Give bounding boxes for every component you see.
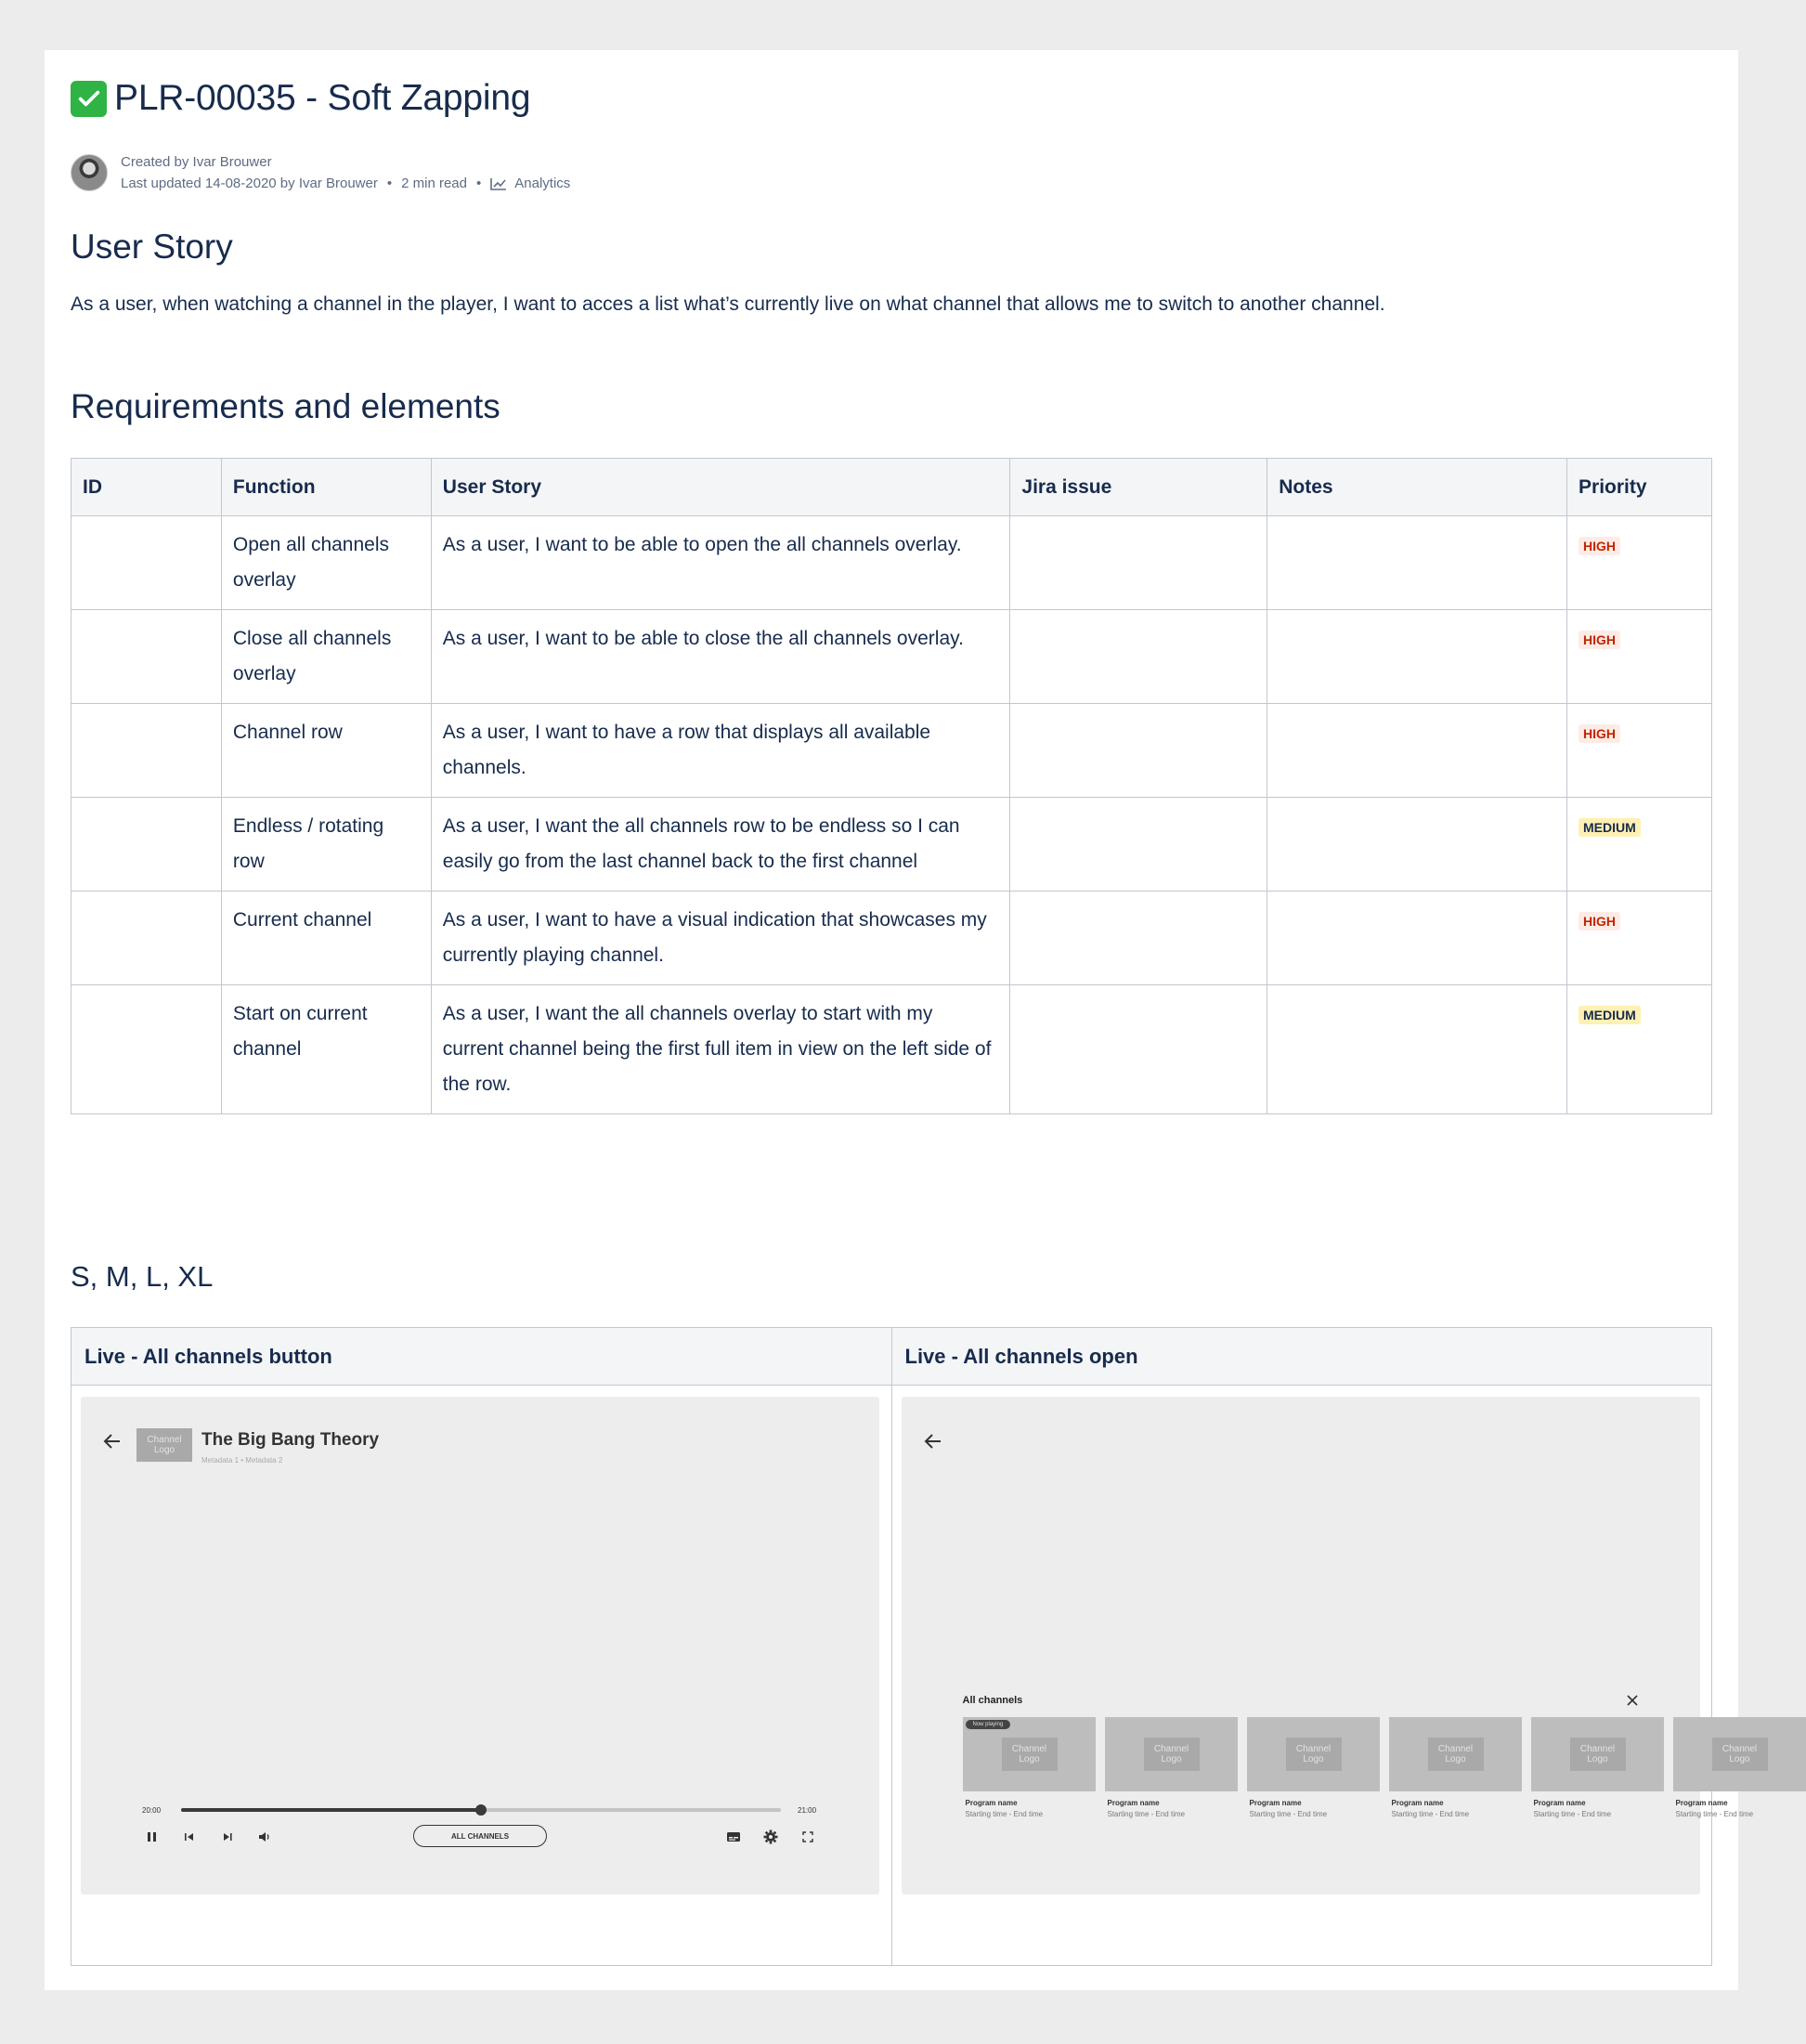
notes-cell — [1267, 610, 1567, 704]
notes-cell — [1267, 798, 1567, 892]
channel-logo: Channel Logo — [1428, 1738, 1484, 1771]
table-row — [71, 1386, 1712, 1966]
story-cell: As a user, I want to be able to open the all channels overlay. — [431, 516, 1010, 610]
function-cell: Close all channels overlay — [221, 610, 431, 704]
updated-author-link[interactable]: Ivar Brouwer — [298, 176, 378, 191]
program-name: Program name — [1391, 1799, 1444, 1807]
tile-thumbnail — [1531, 1717, 1664, 1791]
end-time: 21:00 — [798, 1806, 817, 1815]
program-name: Program name — [1249, 1799, 1302, 1807]
back-arrow-icon[interactable] — [101, 1430, 123, 1452]
jira-cell — [1010, 516, 1267, 610]
column-header[interactable]: ID — [71, 459, 222, 516]
jira-cell — [1010, 704, 1267, 798]
back-arrow-icon[interactable] — [922, 1430, 944, 1452]
program-time: Starting time - End time — [1391, 1810, 1470, 1818]
priority-cell — [1567, 892, 1712, 985]
story-cell: As a user, I want the all channels row to be endless so I can easily go from the last channel back to the first channel — [431, 798, 1010, 892]
page-title: PLR-00035 - Soft Zapping — [114, 78, 531, 118]
id-cell — [71, 704, 222, 798]
program-time: Starting time - End time — [1249, 1810, 1328, 1818]
tile-thumbnail — [1673, 1717, 1806, 1791]
channel-tile[interactable] — [963, 1717, 1096, 1818]
jira-cell — [1010, 610, 1267, 704]
table-row — [71, 892, 1712, 985]
id-cell — [71, 985, 222, 1114]
last-updated: Last updated 14-08-2020 by — [121, 176, 295, 191]
start-time: 20:00 — [142, 1806, 162, 1815]
all-channels-title: All channels — [962, 1695, 1023, 1706]
fullscreen-icon[interactable] — [799, 1829, 816, 1845]
column-header[interactable]: Notes — [1267, 459, 1567, 516]
all-channels-mockup — [902, 1397, 1758, 1894]
channel-logo: Channel Logo — [136, 1428, 192, 1462]
id-cell — [71, 516, 222, 610]
priority-cell — [1567, 798, 1712, 892]
priority-badge: HIGH — [1579, 912, 1620, 931]
requirements-table — [71, 458, 1712, 1114]
table-row — [71, 610, 1712, 704]
jira-cell — [1010, 892, 1267, 985]
sizes-heading: S, M, L, XL — [71, 1260, 214, 1293]
separator-dot: • — [386, 176, 393, 191]
channel-tile[interactable] — [1389, 1717, 1522, 1818]
channel-tile[interactable] — [1673, 1717, 1806, 1818]
function-cell: Channel row — [221, 704, 431, 798]
notes-cell — [1267, 985, 1567, 1114]
now-playing-badge: Now playing — [966, 1720, 1011, 1729]
tile-thumbnail — [1389, 1717, 1522, 1791]
priority-cell — [1567, 985, 1712, 1114]
notes-cell — [1267, 704, 1567, 798]
function-cell: Open all channels overlay — [221, 516, 431, 610]
jira-cell — [1010, 798, 1267, 892]
scrub-handle[interactable] — [475, 1804, 487, 1816]
channel-logo: Channel Logo — [1144, 1738, 1200, 1771]
volume-icon[interactable] — [256, 1829, 273, 1845]
channel-tile[interactable] — [1531, 1717, 1664, 1818]
confluence-page — [45, 50, 1758, 1990]
program-name: Program name — [1675, 1799, 1728, 1807]
player-mockup — [81, 1397, 879, 1894]
program-time: Starting time - End time — [1107, 1810, 1186, 1818]
created-by: Created by Ivar Brouwer — [121, 154, 272, 170]
progress-fill — [181, 1808, 481, 1812]
author-avatar[interactable] — [71, 154, 108, 191]
column-header[interactable]: Live - All channels open — [891, 1328, 1712, 1386]
tile-thumbnail — [1247, 1717, 1380, 1791]
settings-gear-icon[interactable] — [762, 1829, 779, 1845]
id-cell — [71, 610, 222, 704]
close-icon[interactable] — [1624, 1692, 1641, 1709]
user-story-text: As a user, when watching a channel in the player, I want to acces a list what’s currently live on what channel that allows me to switch to another channel. — [71, 293, 1385, 315]
story-cell: As a user, I want the all channels overlay to start with my current channel being the first full item in view on the left side of the row. — [431, 985, 1010, 1114]
program-time: Starting time - End time — [1675, 1810, 1754, 1818]
show-metadata: Metadata 1 • Metadata 2 — [201, 1456, 283, 1465]
column-header[interactable]: User Story — [431, 459, 1010, 516]
table-header-row — [71, 459, 1712, 516]
byline — [71, 151, 570, 194]
column-header[interactable]: Live - All channels button — [71, 1328, 892, 1386]
channel-tile[interactable] — [1247, 1717, 1380, 1818]
separator-dot: • — [476, 176, 482, 191]
channel-logo: Channel Logo — [1002, 1738, 1058, 1771]
skip-forward-icon[interactable] — [219, 1829, 236, 1845]
column-header[interactable]: Function — [221, 459, 431, 516]
function-cell: Start on current channel — [221, 985, 431, 1114]
channel-tile[interactable] — [1105, 1717, 1238, 1818]
function-cell: Current channel — [221, 892, 431, 985]
story-cell: As a user, I want to have a row that displays all available channels. — [431, 704, 1010, 798]
check-mark-icon — [71, 81, 107, 117]
table-row — [71, 516, 1712, 610]
pause-icon[interactable] — [144, 1829, 161, 1845]
priority-cell — [1567, 704, 1712, 798]
user-story-heading: User Story — [71, 228, 233, 266]
channel-logo: Channel Logo — [1712, 1738, 1768, 1771]
program-name: Program name — [1533, 1799, 1586, 1807]
show-title: The Big Bang Theory — [201, 1430, 380, 1450]
priority-badge: MEDIUM — [1579, 818, 1641, 837]
all-channels-button[interactable]: ALL CHANNELS — [413, 1825, 547, 1847]
table-row — [71, 704, 1712, 798]
subtitles-icon[interactable] — [725, 1829, 742, 1845]
skip-back-icon[interactable] — [181, 1829, 198, 1845]
jira-cell — [1010, 985, 1267, 1114]
analytics-link[interactable]: Analytics — [514, 176, 571, 191]
progress-track[interactable] — [181, 1808, 781, 1812]
title-row — [71, 78, 530, 119]
mockup-cell — [71, 1386, 892, 1966]
mockup-cell — [891, 1386, 1758, 1966]
table-header-row — [71, 1328, 1712, 1386]
tile-thumbnail — [1105, 1717, 1238, 1791]
program-time: Starting time - End time — [965, 1810, 1044, 1818]
id-cell — [71, 798, 222, 892]
mockups-table — [71, 1327, 1758, 1966]
channel-logo: Channel Logo — [1286, 1738, 1342, 1771]
read-time: 2 min read — [401, 176, 467, 191]
tile-thumbnail — [963, 1717, 1096, 1791]
priority-badge: HIGH — [1579, 724, 1620, 743]
priority-badge: HIGH — [1579, 631, 1620, 649]
program-name: Program name — [965, 1799, 1018, 1807]
priority-cell — [1567, 516, 1712, 610]
table-row — [71, 985, 1712, 1114]
story-cell: As a user, I want to be able to close the all channels overlay. — [431, 610, 1010, 704]
table-row — [71, 798, 1712, 892]
notes-cell — [1267, 516, 1567, 610]
program-time: Starting time - End time — [1533, 1810, 1612, 1818]
priority-badge: HIGH — [1579, 537, 1620, 555]
requirements-heading: Requirements and elements — [71, 387, 500, 425]
function-cell: Endless / rotating row — [221, 798, 431, 892]
notes-cell — [1267, 892, 1567, 985]
channel-logo: Channel Logo — [1570, 1738, 1626, 1771]
column-header[interactable]: Priority — [1567, 459, 1712, 516]
priority-badge: MEDIUM — [1579, 1006, 1641, 1024]
program-name: Program name — [1107, 1799, 1160, 1807]
id-cell — [71, 892, 222, 985]
analytics-icon[interactable] — [490, 177, 507, 190]
priority-cell — [1567, 610, 1712, 704]
story-cell: As a user, I want to have a visual indication that showcases my currently playing channel. — [431, 892, 1010, 985]
column-header[interactable]: Jira issue — [1010, 459, 1267, 516]
